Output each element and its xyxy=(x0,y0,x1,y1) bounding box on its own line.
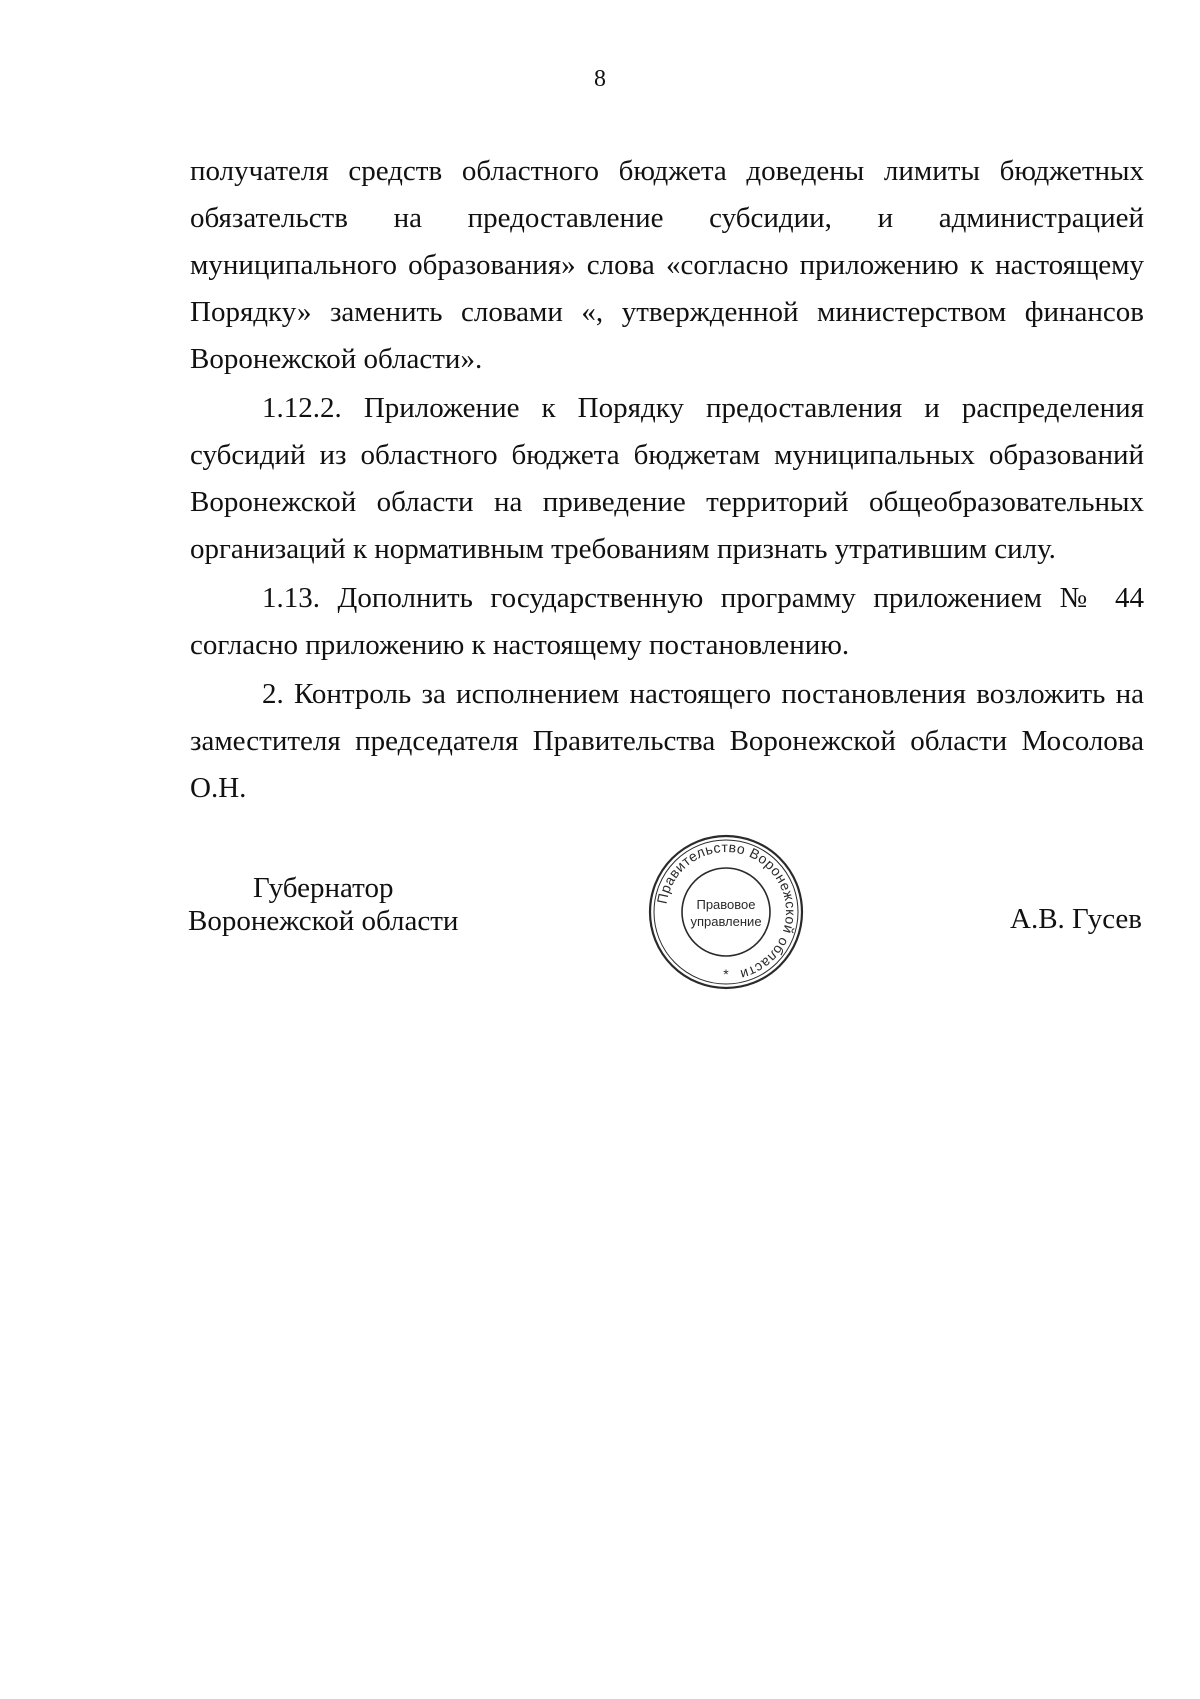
paragraph-1-13: 1.13. Дополнить государственную программу приложением № 44 согласно приложению к настоящему постановлению. xyxy=(190,582,1144,661)
stamp-center-line1: Правовое xyxy=(696,897,756,912)
stamp-ring-text: Правительство Воронежской области xyxy=(653,838,800,984)
stamp-icon xyxy=(646,832,806,992)
stamp-center-line2: управление xyxy=(690,914,762,929)
paragraph-2: 2. Контроль за исполнением настоящего постановления возложить на заместителя председателя Правительства Воронежской области Мосолова О.Н. xyxy=(190,678,1144,804)
paragraph-1-12-2: 1.12.2. Приложение к Порядку предоставления и распределения субсидий из областного бюджета бюджетам муниципальных образований Воронежской области на приведение территорий общеобразовательных организаций к нормативным требованиям признать утратившим силу. xyxy=(190,392,1144,565)
signer-position xyxy=(188,872,458,938)
official-stamp xyxy=(646,832,806,992)
page-number: 8 xyxy=(594,66,606,92)
paragraph-1: получателя средств областного бюджета доведены лимиты бюджетных обязательств на предоставление субсидии, и администрацией муниципального образования» слова «согласно приложению к настоящему Порядку» заменить словами «, утвержденной министерством финансов Воронежской области». xyxy=(190,155,1144,375)
stamp-star: * xyxy=(723,966,729,982)
signer-name: А.В. Гусев xyxy=(1010,903,1142,935)
signer-position-title: Губернатор xyxy=(252,872,394,904)
document-body xyxy=(190,148,1144,812)
signer-position-region: Воронежской области xyxy=(188,905,459,937)
